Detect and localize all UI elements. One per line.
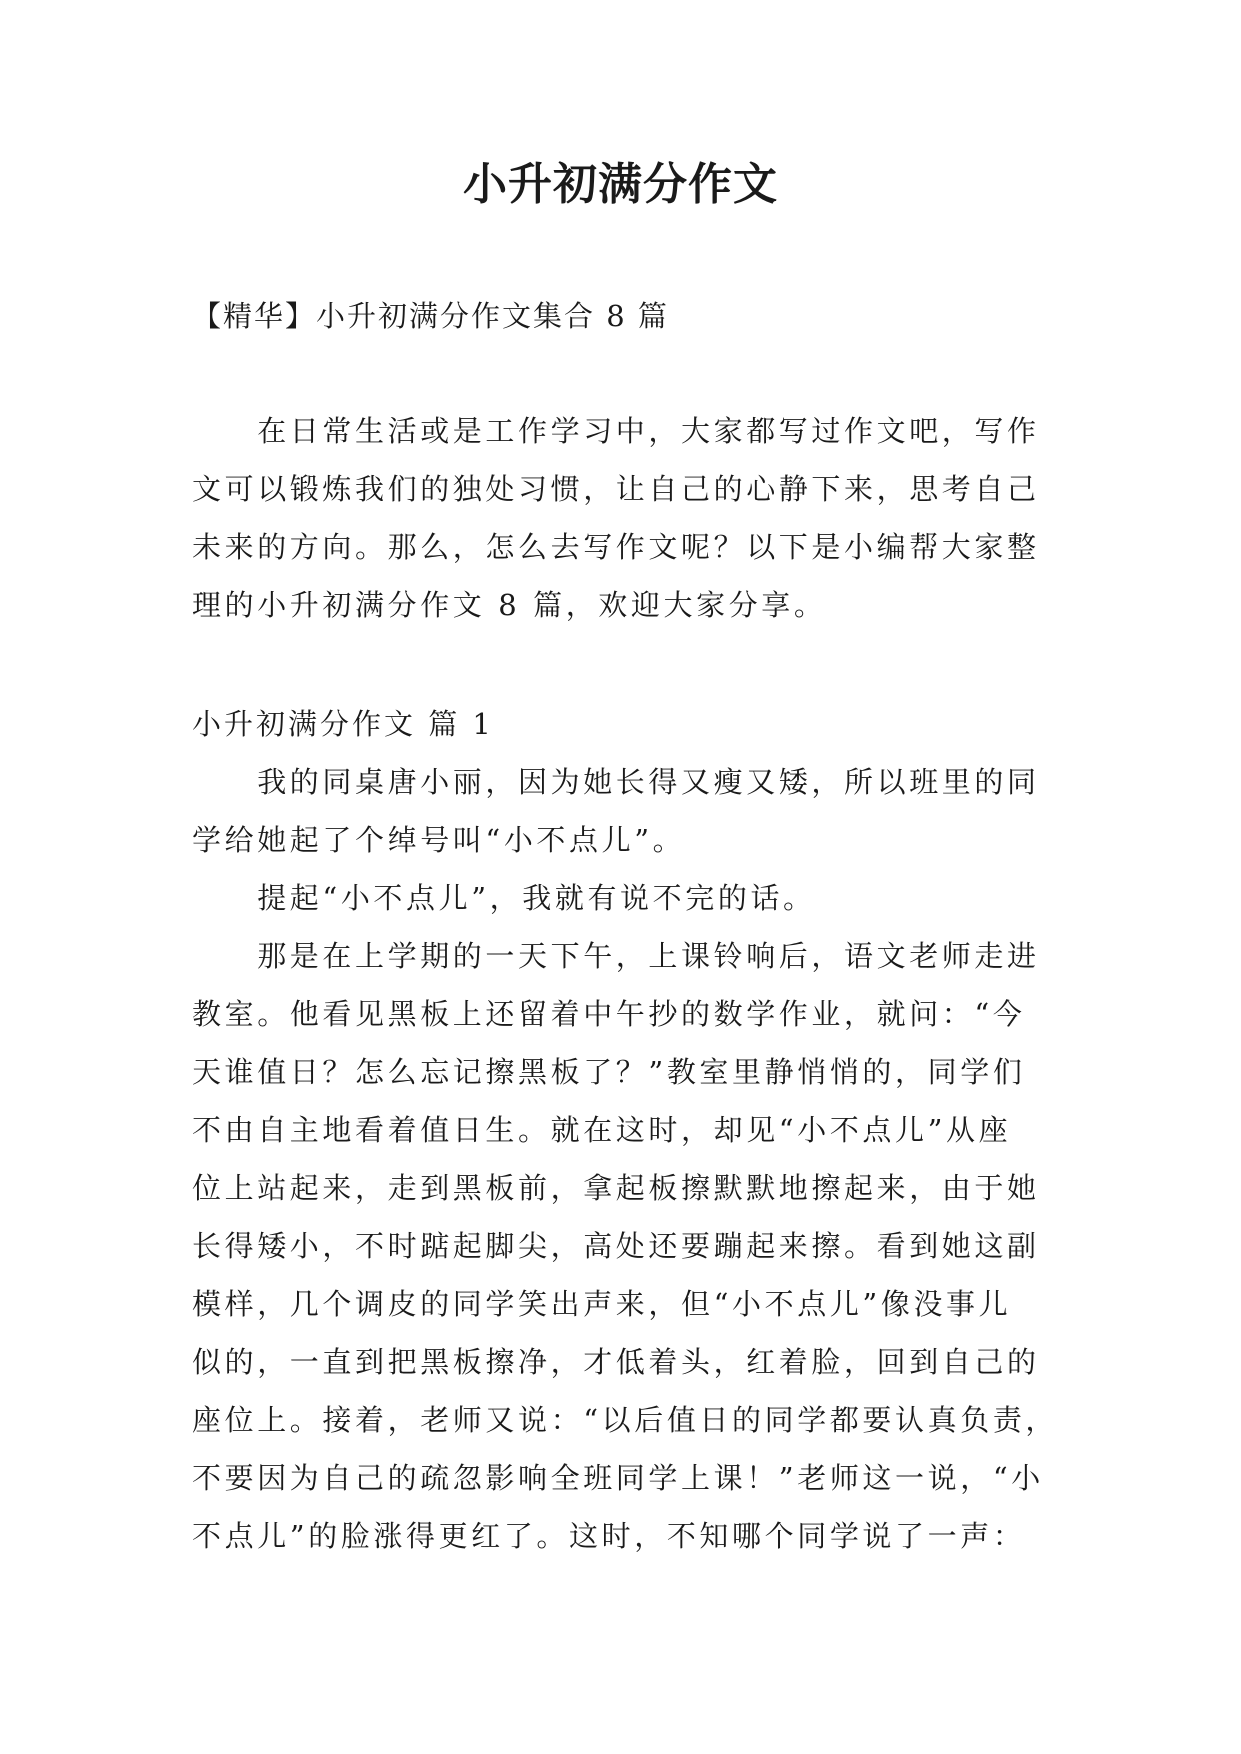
body-line: 长得矮小，不时踮起脚尖，高处还要蹦起来擦。看到她这副 xyxy=(192,1229,1040,1263)
document-title: 小升初满分作文 xyxy=(463,159,778,210)
body-line: 学给她起了个绰号叫“小不点儿”。 xyxy=(192,823,686,857)
intro-line: 在日常生活或是工作学习中，大家都写过作文吧，写作 xyxy=(192,414,1040,448)
body-line: 我的同桌唐小丽，因为她长得又瘦又矮，所以班里的同 xyxy=(192,765,1040,799)
body-line: 不要因为自己的疏忽影响全班同学上课！”老师这一说，“小 xyxy=(192,1461,1044,1495)
body-line: 那是在上学期的一天下午，上课铃响后，语文老师走进 xyxy=(192,939,1040,973)
intro-line: 未来的方向。那么，怎么去写作文呢？以下是小编帮大家整 xyxy=(192,530,1040,564)
document-subtitle: 【精华】小升初满分作文集合 8 篇 xyxy=(192,299,669,333)
body-line: 教室。他看见黑板上还留着中午抄的数学作业，就问：“今 xyxy=(192,997,1026,1031)
body-line: 座位上。接着，老师又说：“以后值日的同学都要认真负责， xyxy=(192,1403,1059,1437)
body-line: 天谁值日？怎么忘记擦黑板了？”教室里静悄悄的，同学们 xyxy=(192,1055,1026,1089)
body-line: 位上站起来，走到黑板前，拿起板擦默默地擦起来，由于她 xyxy=(192,1171,1040,1205)
intro-line: 文可以锻炼我们的独处习惯，让自己的心静下来，思考自己 xyxy=(192,472,1040,506)
section-heading: 小升初满分作文 篇 1 xyxy=(192,707,494,741)
intro-paragraph xyxy=(192,402,1072,634)
body-line: 似的，一直到把黑板擦净，才低着头，红着脸，回到自己的 xyxy=(192,1345,1040,1379)
body-line: 不由自主地看着值日生。就在这时，却见“小不点儿”从座 xyxy=(192,1113,1012,1147)
body-line: 提起“小不点儿”，我就有说不完的话。 xyxy=(192,881,816,915)
intro-line: 理的小升初满分作文 8 篇，欢迎大家分享。 xyxy=(192,588,827,622)
body-line: 不点儿”的脸涨得更红了。这时，不知哪个同学说了一声： xyxy=(192,1519,1026,1553)
body-line: 模样，几个调皮的同学笑出声来，但“小不点儿”像没事儿 xyxy=(192,1287,1012,1321)
essay-body xyxy=(192,753,1072,1565)
